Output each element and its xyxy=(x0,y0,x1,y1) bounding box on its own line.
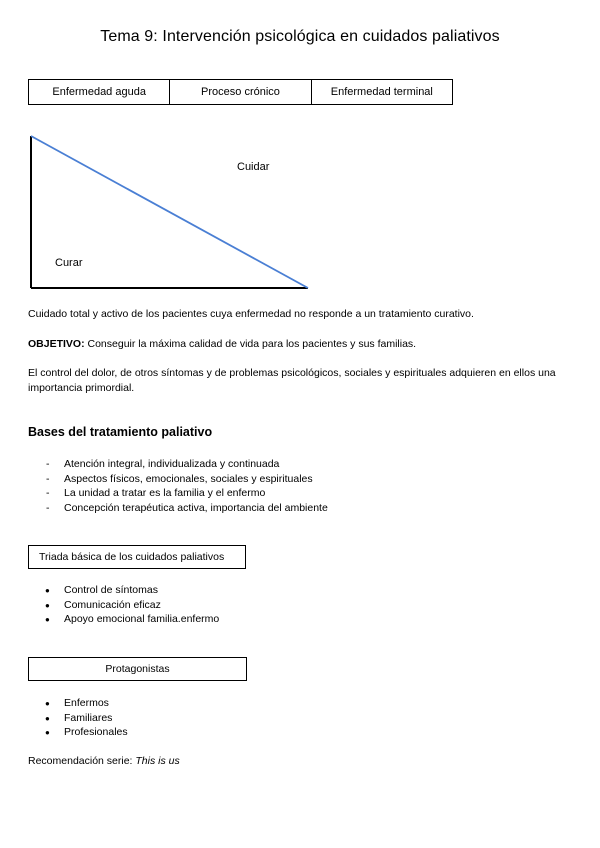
list-item xyxy=(28,472,328,487)
list-item-text: Comunicación eficaz xyxy=(64,598,161,611)
dash-marker: - xyxy=(46,458,50,470)
list-item xyxy=(28,486,328,501)
list-item-text: Profesionales xyxy=(64,726,128,738)
list-item-text: Atención integral, individualizada y continuada xyxy=(64,458,280,470)
protagonistas-list xyxy=(28,696,128,740)
list-item-text: Concepción terapéutica activa, importancia del ambiente xyxy=(64,501,328,514)
list-item-text: Apoyo emocional familia.enfermo xyxy=(64,613,220,625)
triada-list xyxy=(28,583,219,627)
control-paragraph: El control del dolor, de otros síntomas y de problemas psicológicos, sociales y espirituales adquieren en ellos una importancia primordial. xyxy=(28,367,556,394)
bullet-marker: ● xyxy=(45,713,50,723)
list-item xyxy=(28,457,328,472)
dash-marker: - xyxy=(46,501,50,514)
triada-box xyxy=(28,545,246,569)
phase-cell-terminal: Enfermedad terminal xyxy=(330,86,433,98)
list-item xyxy=(28,583,219,598)
objective-paragraph xyxy=(28,337,576,352)
list-item-text: Familiares xyxy=(64,711,113,724)
bullet-marker: ● xyxy=(45,600,50,610)
list-item xyxy=(28,598,219,613)
dash-marker: - xyxy=(46,472,50,485)
list-item xyxy=(28,725,128,740)
list-item xyxy=(28,711,128,726)
bullet-marker: ● xyxy=(45,615,50,624)
diagram-label-curar: Curar xyxy=(55,257,83,269)
bullet-marker: ● xyxy=(45,699,50,708)
triada-heading: Triada básica de los cuidados paliativos xyxy=(39,551,225,563)
care-cure-diagram xyxy=(0,0,600,300)
page-title: Tema 9: Intervención psicológica en cuidados paliativos xyxy=(100,28,500,45)
bullet-marker: ● xyxy=(45,728,50,737)
protagonistas-heading: Protagonistas xyxy=(105,663,170,675)
recommendation xyxy=(28,755,180,767)
bases-heading: Bases del tratamiento paliativo xyxy=(28,425,213,439)
objective-text: Conseguir la máxima calidad de vida para los pacientes y sus familias. xyxy=(84,338,417,350)
list-item xyxy=(28,612,219,627)
dash-marker: - xyxy=(46,487,50,499)
bases-list xyxy=(28,457,328,515)
recommendation-value: This is us xyxy=(135,755,180,767)
list-item-text: Control de síntomas xyxy=(64,584,158,596)
recommendation-label: Recomendación serie: xyxy=(28,755,136,767)
list-item xyxy=(28,696,128,711)
objective-label: OBJETIVO: xyxy=(28,338,85,350)
phase-cell-chronic: Proceso crónico xyxy=(170,80,311,104)
definition-text: Cuidado total y activo de los pacientes cuya enfermedad no responde a un tratamiento curativo. xyxy=(28,308,474,320)
phase-cell-acute: Enfermedad aguda xyxy=(29,80,170,104)
diagram-label-cuidar: Cuidar xyxy=(237,161,270,173)
list-item-text: La unidad a tratar es la familia y el enfermo xyxy=(64,487,266,499)
protagonistas-box xyxy=(28,657,247,681)
list-item-text: Enfermos xyxy=(64,697,109,709)
list-item xyxy=(28,501,328,516)
bullet-marker: ● xyxy=(45,586,50,595)
list-item-text: Aspectos físicos, emocionales, sociales y espirituales xyxy=(64,472,313,485)
